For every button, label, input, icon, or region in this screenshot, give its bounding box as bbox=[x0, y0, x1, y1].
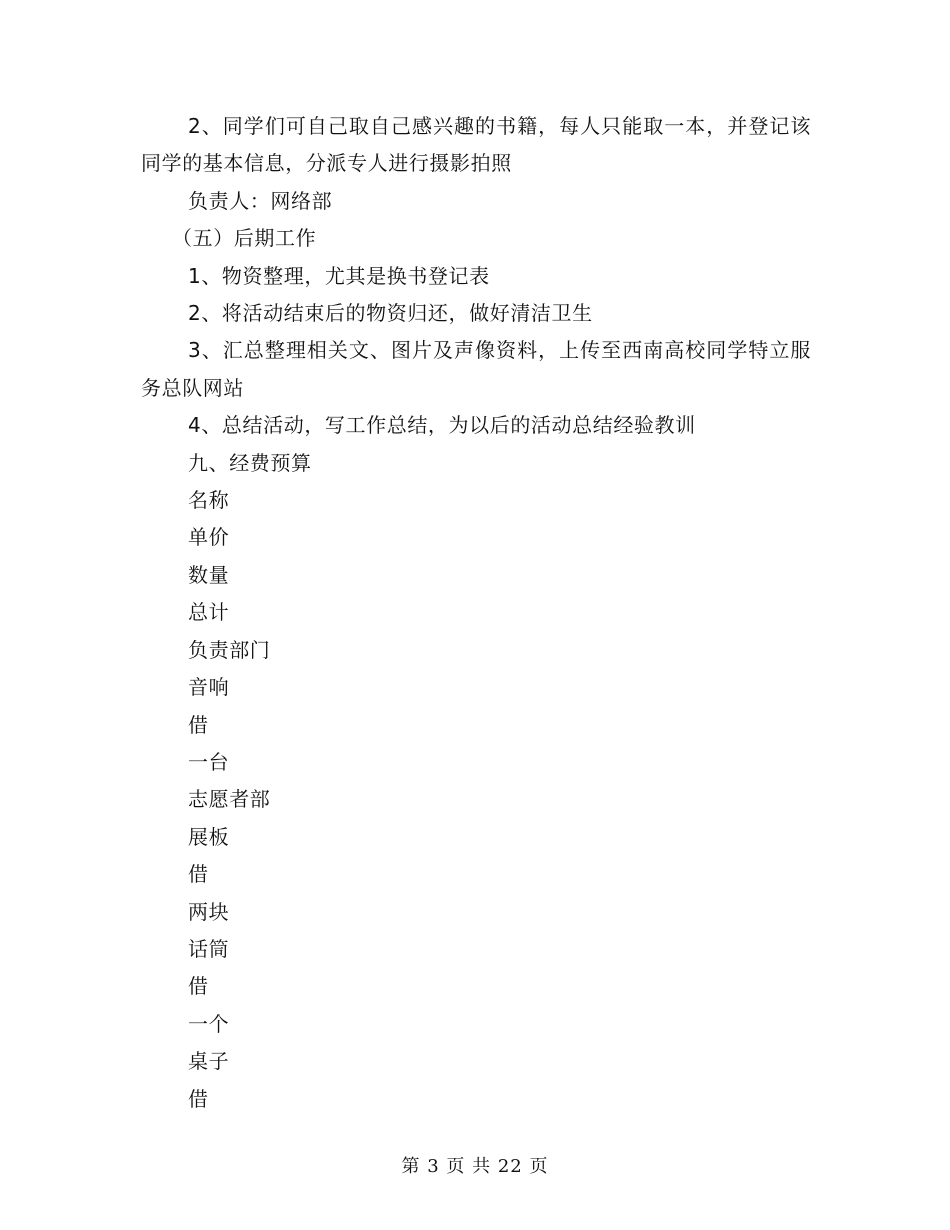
paragraph-responsible: 负责人：网络部 bbox=[188, 188, 333, 213]
budget-item: 志愿者部 bbox=[188, 787, 271, 812]
section-heading-later-work: （五）后期工作 bbox=[172, 226, 317, 251]
budget-item: 借 bbox=[188, 1086, 209, 1111]
paragraph-later-step-2: 2、将活动结束后的物资归还，做好清洁卫生 bbox=[188, 301, 593, 326]
paragraph-later-step-3: 3、汇总整理相关文、图片及声像资料，上传至西南高校同学特立服务总队网站 bbox=[141, 338, 811, 400]
paragraph-later-step-4: 4、总结活动，写工作总结，为以后的活动总结经验教训 bbox=[188, 413, 696, 438]
budget-item: 数量 bbox=[188, 562, 230, 587]
budget-item: 借 bbox=[188, 862, 209, 887]
budget-item: 一台 bbox=[188, 749, 230, 774]
budget-item: 负责部门 bbox=[188, 637, 271, 662]
budget-item: 总计 bbox=[188, 600, 230, 625]
budget-item: 借 bbox=[188, 974, 209, 999]
paragraph-activity-step-2: 2、同学们可自己取自己感兴趣的书籍，每人只能取一本，并登记该同学的基本信息，分派专人进行摄影拍照 bbox=[141, 114, 811, 176]
budget-item: 单价 bbox=[188, 525, 230, 550]
page-footer: 第 3 页 共 22 页 bbox=[401, 1156, 549, 1177]
budget-item: 名称 bbox=[188, 488, 230, 513]
budget-item: 展板 bbox=[188, 824, 230, 849]
budget-item: 音响 bbox=[188, 675, 230, 700]
budget-item: 桌子 bbox=[188, 1049, 230, 1074]
budget-item: 一个 bbox=[188, 1011, 230, 1036]
section-heading-budget: 九、经费预算 bbox=[188, 450, 312, 475]
budget-item: 话筒 bbox=[188, 936, 230, 961]
budget-item: 两块 bbox=[188, 899, 230, 924]
document-body bbox=[141, 108, 811, 1118]
budget-item: 借 bbox=[188, 712, 209, 737]
paragraph-later-step-1: 1、物资整理，尤其是换书登记表 bbox=[188, 263, 490, 288]
